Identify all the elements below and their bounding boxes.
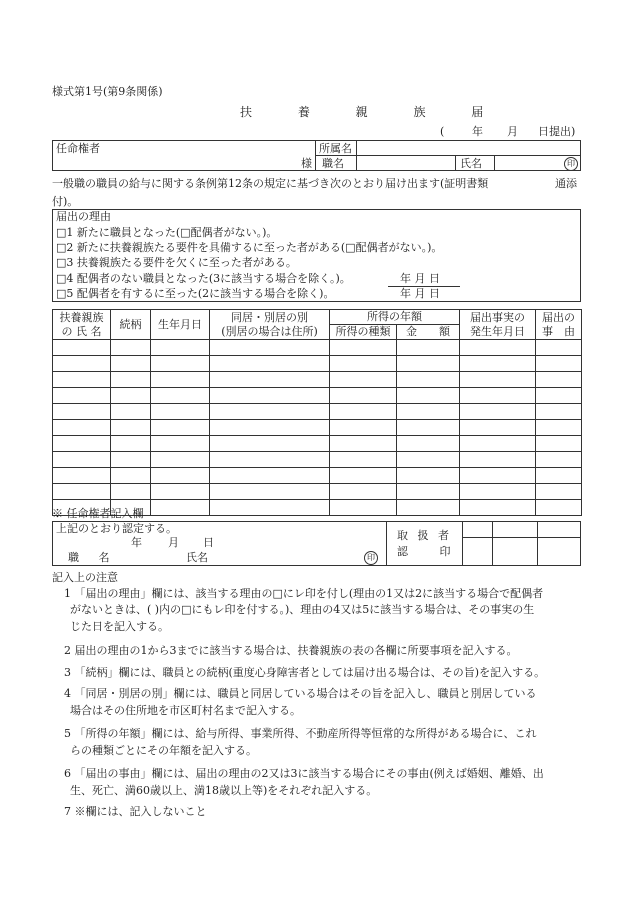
note-line: 場合はその住所地を市区町村名まで記入する。: [70, 704, 301, 717]
table-cell[interactable]: [111, 356, 151, 372]
reason-5-date: 年 月 日: [400, 287, 440, 300]
table-cell[interactable]: [53, 404, 111, 420]
table-row: [53, 420, 582, 436]
table-cell[interactable]: [53, 484, 111, 500]
reason-item-5[interactable]: □5 配偶者を有するに至った(2に該当する場合を除く)。: [56, 287, 335, 300]
dependents-table: [52, 309, 582, 516]
reason-item-3[interactable]: □3 扶養親族たる要件を欠くに至った者がある。: [56, 256, 297, 269]
form-number: 様式第1号(第9条関係): [52, 85, 163, 98]
table-cell[interactable]: [210, 484, 330, 500]
table-cell[interactable]: [460, 340, 536, 356]
approved-day: 日: [203, 536, 214, 549]
table-cell[interactable]: [330, 436, 397, 452]
table-cell[interactable]: [330, 356, 397, 372]
col-residence: 同居・別居の別 (別居の場合は住所): [210, 310, 330, 340]
reasons-title: 届出の理由: [56, 210, 111, 223]
note-line: 1 「届出の理由」欄には、該当する理由の□にレ印を付し(理由の1又は2に該当する場合で配偶者: [64, 587, 544, 600]
approver-job-label: 職 名: [68, 551, 118, 564]
table-cell[interactable]: [210, 340, 330, 356]
table-cell[interactable]: [111, 420, 151, 436]
note-line: 7 ※欄には、記入しないこと: [64, 805, 207, 818]
table-cell[interactable]: [536, 372, 582, 388]
note-line: らの種類ごとにその年額を記入する。: [70, 744, 257, 757]
divider: [494, 155, 495, 171]
table-cell[interactable]: [111, 436, 151, 452]
col-relation: 続柄: [111, 310, 151, 340]
table-row: [53, 404, 582, 420]
note-line: 3 「続柄」欄には、職員との続柄(重度心身障害者としては届け出る場合は、その旨)を記入する。: [64, 666, 546, 679]
table-row: [53, 388, 582, 404]
table-cell[interactable]: [151, 356, 210, 372]
table-cell[interactable]: [397, 500, 460, 516]
table-cell[interactable]: [330, 388, 397, 404]
table-cell[interactable]: [460, 404, 536, 420]
approved-month: 月: [168, 536, 179, 549]
table-cell[interactable]: [330, 468, 397, 484]
table-cell[interactable]: [111, 452, 151, 468]
table-cell[interactable]: [151, 404, 210, 420]
table-cell[interactable]: [53, 468, 111, 484]
table-cell[interactable]: [53, 436, 111, 452]
table-row: [53, 452, 582, 468]
table-cell[interactable]: [536, 436, 582, 452]
table-cell[interactable]: [460, 436, 536, 452]
table-cell[interactable]: [151, 436, 210, 452]
table-cell[interactable]: [151, 468, 210, 484]
table-cell[interactable]: [397, 404, 460, 420]
table-cell[interactable]: [151, 484, 210, 500]
statement-line-1: 一般職の職員の給与に関する条例第12条の規定に基づき次のとおり届け出ます(証明書類: [52, 177, 489, 190]
note-line: 生、死亡、満60歳以上、満18歳以上等)をそれぞれ記入する。: [70, 784, 378, 797]
notes-title: 記入上の注意: [52, 571, 118, 584]
table-cell[interactable]: [397, 420, 460, 436]
col-income-amount: 金 額: [397, 325, 460, 340]
table-cell[interactable]: [397, 388, 460, 404]
page-title: 扶 養 親 族 届: [240, 105, 505, 119]
divider: [315, 155, 581, 156]
table-cell[interactable]: [53, 388, 111, 404]
approved-year: 年: [131, 536, 142, 549]
stamp-label: 認 印: [397, 545, 465, 558]
table-cell[interactable]: [460, 356, 536, 372]
divider: [388, 301, 460, 302]
note-line: 2 届出の理由の1から3までに該当する場合は、扶養親族の表の各欄に所要事項を記入する。: [64, 644, 518, 657]
table-cell[interactable]: [151, 340, 210, 356]
table-cell[interactable]: [536, 404, 582, 420]
appointer-section-title: ※ 任命権者記入欄: [52, 507, 144, 520]
table-cell[interactable]: [111, 404, 151, 420]
divider: [356, 140, 357, 171]
sama-label: 様: [301, 157, 312, 170]
table-cell[interactable]: [536, 452, 582, 468]
table-cell[interactable]: [330, 404, 397, 420]
divider: [455, 155, 456, 171]
note-line: じた日を記入する。: [70, 620, 169, 633]
table-cell[interactable]: [210, 388, 330, 404]
approved-text: 上記のとおり認定する。: [56, 522, 177, 535]
divider: [462, 537, 581, 538]
table-row: [53, 340, 582, 356]
table-row: [53, 372, 582, 388]
table-cell[interactable]: [53, 420, 111, 436]
table-cell[interactable]: [460, 420, 536, 436]
table-cell[interactable]: [210, 404, 330, 420]
table-cell[interactable]: [151, 420, 210, 436]
col-income: 所得の年額: [330, 310, 460, 325]
table-row: [53, 436, 582, 452]
table-cell[interactable]: [397, 340, 460, 356]
note-line: がないときは、( )内の□にもレ印を付する。)、理由の4又は5に該当する場合は、その事実の生: [70, 603, 535, 616]
table-cell[interactable]: [460, 388, 536, 404]
col-reason: 届出の 事 由: [536, 310, 582, 340]
statement-attach: 通添: [555, 177, 577, 190]
table-cell[interactable]: [53, 356, 111, 372]
table-cell[interactable]: [397, 468, 460, 484]
table-cell[interactable]: [53, 340, 111, 356]
table-cell[interactable]: [397, 372, 460, 388]
table-row: [53, 356, 582, 372]
table-cell[interactable]: [53, 372, 111, 388]
col-event-date: 届出事実の 発生年月日: [460, 310, 536, 340]
table-cell[interactable]: [210, 372, 330, 388]
table-cell[interactable]: [397, 356, 460, 372]
table-cell[interactable]: [111, 484, 151, 500]
table-cell[interactable]: [330, 372, 397, 388]
dept-label: 所属名: [319, 142, 352, 155]
note-line: 4 「同居・別居の別」欄には、職員と同居している場合はその旨を記入し、職員と別居している: [64, 687, 537, 700]
table-cell[interactable]: [111, 372, 151, 388]
approver-name-label: 氏名: [186, 551, 208, 564]
divider: [537, 521, 538, 566]
table-cell[interactable]: [330, 500, 397, 516]
table-cell[interactable]: [536, 500, 582, 516]
statement-line-2: 付)。: [52, 195, 79, 208]
table-cell[interactable]: [210, 452, 330, 468]
table-cell[interactable]: [536, 484, 582, 500]
table-cell[interactable]: [151, 452, 210, 468]
table-cell[interactable]: [460, 500, 536, 516]
table-cell[interactable]: [536, 388, 582, 404]
name-label: 氏名: [460, 157, 482, 170]
table-row: [53, 484, 582, 500]
table-cell[interactable]: [460, 468, 536, 484]
appointer-label: 任命権者: [56, 142, 100, 155]
reason-item-1[interactable]: □1 新たに職員となった(□配偶者がない。)。: [56, 226, 278, 239]
table-cell[interactable]: [151, 372, 210, 388]
table-cell[interactable]: [151, 500, 210, 516]
table-cell[interactable]: [210, 500, 330, 516]
table-cell[interactable]: [53, 452, 111, 468]
table-cell[interactable]: [330, 420, 397, 436]
table-cell[interactable]: [111, 340, 151, 356]
handler-label: 取 扱 者: [397, 529, 452, 542]
table-cell[interactable]: [210, 436, 330, 452]
table-cell[interactable]: [460, 484, 536, 500]
table-cell[interactable]: [111, 388, 151, 404]
note-line: 5 「所得の年額」欄には、給与所得、事業所得、不動産所得等恒常的な所得がある場合に、これ: [64, 727, 537, 740]
divider: [492, 521, 493, 566]
table-cell[interactable]: [536, 468, 582, 484]
table-cell[interactable]: [536, 356, 582, 372]
table-cell[interactable]: [397, 484, 460, 500]
divider: [386, 521, 387, 566]
table-cell[interactable]: [210, 420, 330, 436]
table-cell[interactable]: [397, 436, 460, 452]
table-cell[interactable]: [111, 468, 151, 484]
table-cell[interactable]: [460, 452, 536, 468]
table-cell[interactable]: [330, 452, 397, 468]
table-cell[interactable]: [210, 468, 330, 484]
divider: [462, 521, 463, 566]
table-cell[interactable]: [330, 484, 397, 500]
table-cell[interactable]: [460, 372, 536, 388]
reason-item-2[interactable]: □2 新たに扶養親族たる要件を具備するに至った者がある(□配偶者がない。)。: [56, 241, 443, 254]
seal-icon: 印: [564, 157, 578, 171]
table-cell[interactable]: [330, 340, 397, 356]
note-line: 6 「届出の事由」欄には、届出の理由の2又は3に該当する場合にその事由(例えば婚姻、離婚、出: [64, 767, 544, 780]
col-income-type: 所得の種類: [330, 325, 397, 340]
table-cell[interactable]: [536, 340, 582, 356]
job-label: 職名: [322, 157, 344, 170]
table-cell[interactable]: [397, 452, 460, 468]
table-cell[interactable]: [210, 356, 330, 372]
col-birthdate: 生年月日: [151, 310, 210, 340]
reason-item-4[interactable]: □4 配偶者のない職員となった(3に該当する場合を除く。)。: [56, 272, 351, 285]
seal-icon: 印: [364, 551, 378, 565]
table-cell[interactable]: [151, 388, 210, 404]
table-cell[interactable]: [536, 420, 582, 436]
table-row: [53, 468, 582, 484]
col-dependent-name: 扶養親族 の 氏 名: [53, 310, 111, 340]
reason-4-date: 年 月 日: [400, 272, 440, 285]
